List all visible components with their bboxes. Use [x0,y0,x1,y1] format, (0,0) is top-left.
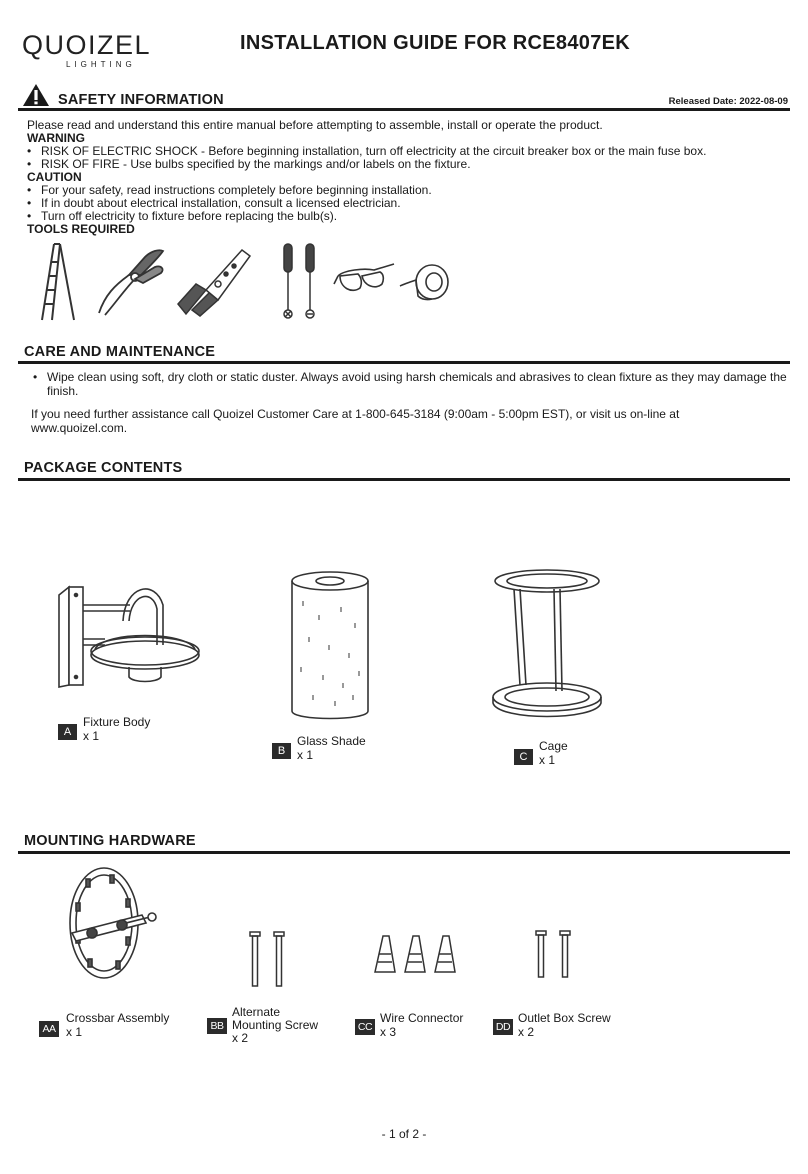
item-name: Wire Connector [380,1011,464,1025]
care-body [33,370,791,398]
warning-triangle-icon [22,83,50,107]
package-heading: PACKAGE CONTENTS [24,460,183,476]
section-divider [18,851,790,854]
assistance-text: If you need further assistance call Quoizel Customer Care at 1-800-645-3184 (9:00am - 5:00pm EST), or visit us on-line at www.quoizel.com. [31,407,680,435]
item-qty: x 2 [518,1025,535,1039]
item-name: Fixture Body [83,715,151,729]
section-divider [18,361,790,364]
safety-intro: Please read and understand this entire manual before attempting to assemble, install or operate the product. [27,118,603,132]
warning-item: • RISK OF FIRE - Use bulbs specified by the markings and/or labels on the fixture. [27,158,797,171]
glass-shade-icon [288,571,372,723]
brand-logo: QUOIZEL [22,30,152,60]
pliers-icon [95,245,167,317]
wire-stripper-icon [176,244,256,318]
care-heading: CARE AND MAINTENANCE [24,344,216,360]
item-qty: x 1 [66,1025,83,1039]
tools-label: TOOLS REQUIRED [27,222,135,236]
hardware-heading: MOUNTING HARDWARE [24,833,196,849]
item-badge-b: B [272,743,291,759]
document-title: INSTALLATION GUIDE FOR RCE8407EK [240,32,631,54]
caution-item: • Turn off electricity to fixture before replacing the bulb(s). [27,210,797,223]
item-badge-c: C [514,749,533,765]
item-badge-dd: DD [493,1019,513,1035]
electrical-tape-icon [400,262,452,302]
item-name: Alternate [232,1005,281,1019]
item-name: Outlet Box Screw [518,1011,611,1025]
item-badge-aa: AA [39,1021,59,1037]
item-badge-bb: BB [207,1018,227,1034]
page-number: - 1 of 2 - [381,1127,427,1141]
wire-connector-icon [373,934,463,976]
care-item: • Wipe clean using soft, dry cloth or static duster. Always avoid using harsh chemicals and abrasives to clean fixture as they may damage the finish. [33,370,791,398]
fixture-body-icon [55,565,205,690]
safety-body [27,119,797,236]
outlet-box-screw-icon [534,929,574,979]
item-qty: x 1 [297,748,314,762]
cage-icon [490,567,604,721]
item-name: Mounting Screw [232,1018,319,1032]
item-badge-a: A [58,724,77,740]
warning-item: • RISK OF ELECTRIC SHOCK - Before beginning installation, turn off electricity at the circuit breaker box or the main fuse box. [27,145,797,158]
item-qty: x 3 [380,1025,397,1039]
caution-label: CAUTION [27,170,82,184]
caution-item: • For your safety, read instructions completely before beginning installation. [27,184,797,197]
warning-label: WARNING [27,131,85,145]
safety-glasses-icon [334,262,398,298]
caution-item: • If in doubt about electrical installation, consult a licensed electrician. [27,197,797,210]
released-date: Released Date: 2022-08-09 [668,96,788,107]
ladder-icon [38,242,78,322]
section-divider [18,478,790,481]
item-name: Crossbar Assembly [66,1011,170,1025]
item-qty: x 1 [539,753,556,767]
brand-logo-sub: LIGHTING [66,60,136,69]
screwdrivers-icon [278,242,322,322]
safety-heading: SAFETY INFORMATION [58,92,224,108]
item-name: Glass Shade [297,734,366,748]
mounting-screw-icon [248,930,288,988]
item-qty: x 1 [83,729,100,743]
item-badge-cc: CC [355,1019,375,1035]
item-name: Cage [539,739,568,753]
section-divider [18,108,790,111]
item-qty: x 2 [232,1031,249,1045]
crossbar-assembly-icon [62,863,158,981]
